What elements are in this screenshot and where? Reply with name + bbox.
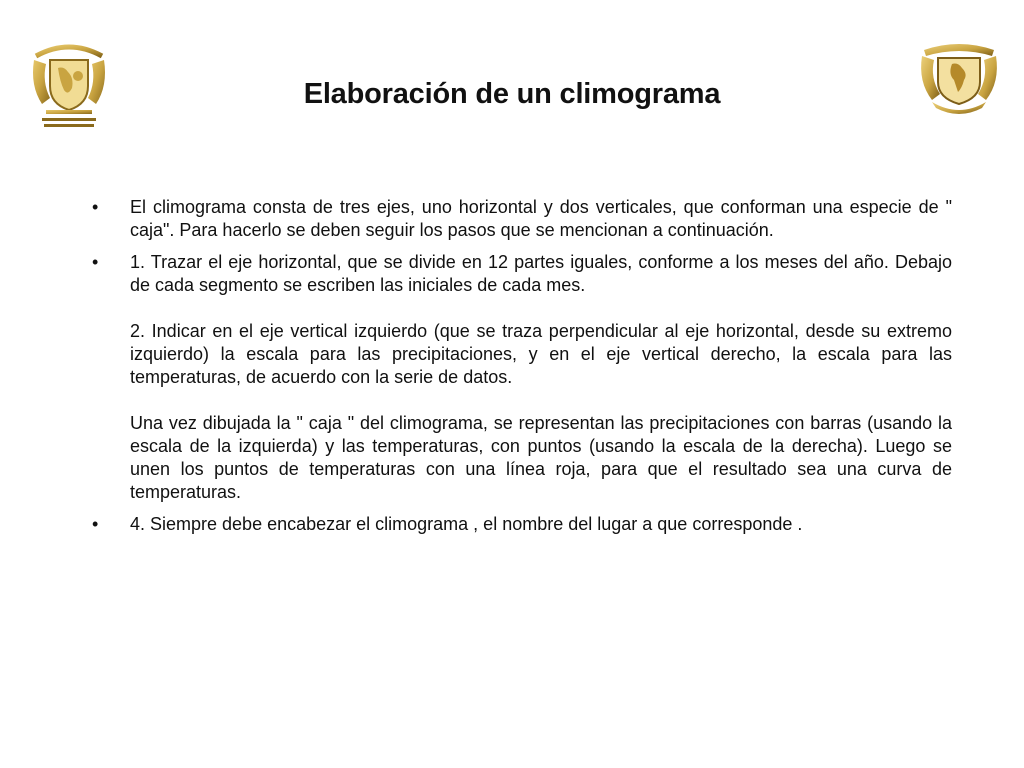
bullet-marker: • bbox=[92, 514, 99, 534]
bullet-item bbox=[92, 513, 952, 536]
bullet-paragraph: 4. Siempre debe encabezar el climograma , el nombre del lugar a que corresponde . bbox=[130, 514, 803, 534]
bullet-item bbox=[92, 196, 952, 242]
bullet-paragraph: 1. Trazar el eje horizontal, que se divide en 12 partes iguales, conforme a los meses del año. Debajo de cada segmento se escriben las iniciales de cada mes. bbox=[130, 252, 952, 295]
bullet-marker: • bbox=[92, 197, 99, 217]
bullet-paragraph: El climograma consta de tres ejes, uno horizontal y dos verticales, que conforman una especie de " caja". Para hacerlo se deben seguir los pasos que se mencionan a continuación. bbox=[130, 197, 952, 240]
bullet-list bbox=[92, 196, 952, 536]
bullet-paragraph: Una vez dibujada la " caja " del climograma, se representan las precipitaciones con barras (usando la escala de la izquierda) y las temperaturas, con puntos (usando la escala de la derecha). Luego se unen los puntos de temperaturas con una línea roja, para que el resultado sea una curva de temperaturas. bbox=[130, 413, 952, 502]
bullet-item bbox=[92, 251, 952, 504]
slide-body bbox=[92, 196, 952, 545]
bullet-paragraph: 2. Indicar en el eje vertical izquierdo (que se traza perpendicular al eje horizontal, desde su extremo izquierdo) la escala para las precipitaciones, y en el eje vertical derecho, la escala para las temperaturas, de acuerdo con la serie de datos. bbox=[130, 321, 952, 387]
slide-title: Elaboración de un climograma bbox=[303, 78, 721, 110]
bullet-marker: • bbox=[92, 252, 99, 272]
